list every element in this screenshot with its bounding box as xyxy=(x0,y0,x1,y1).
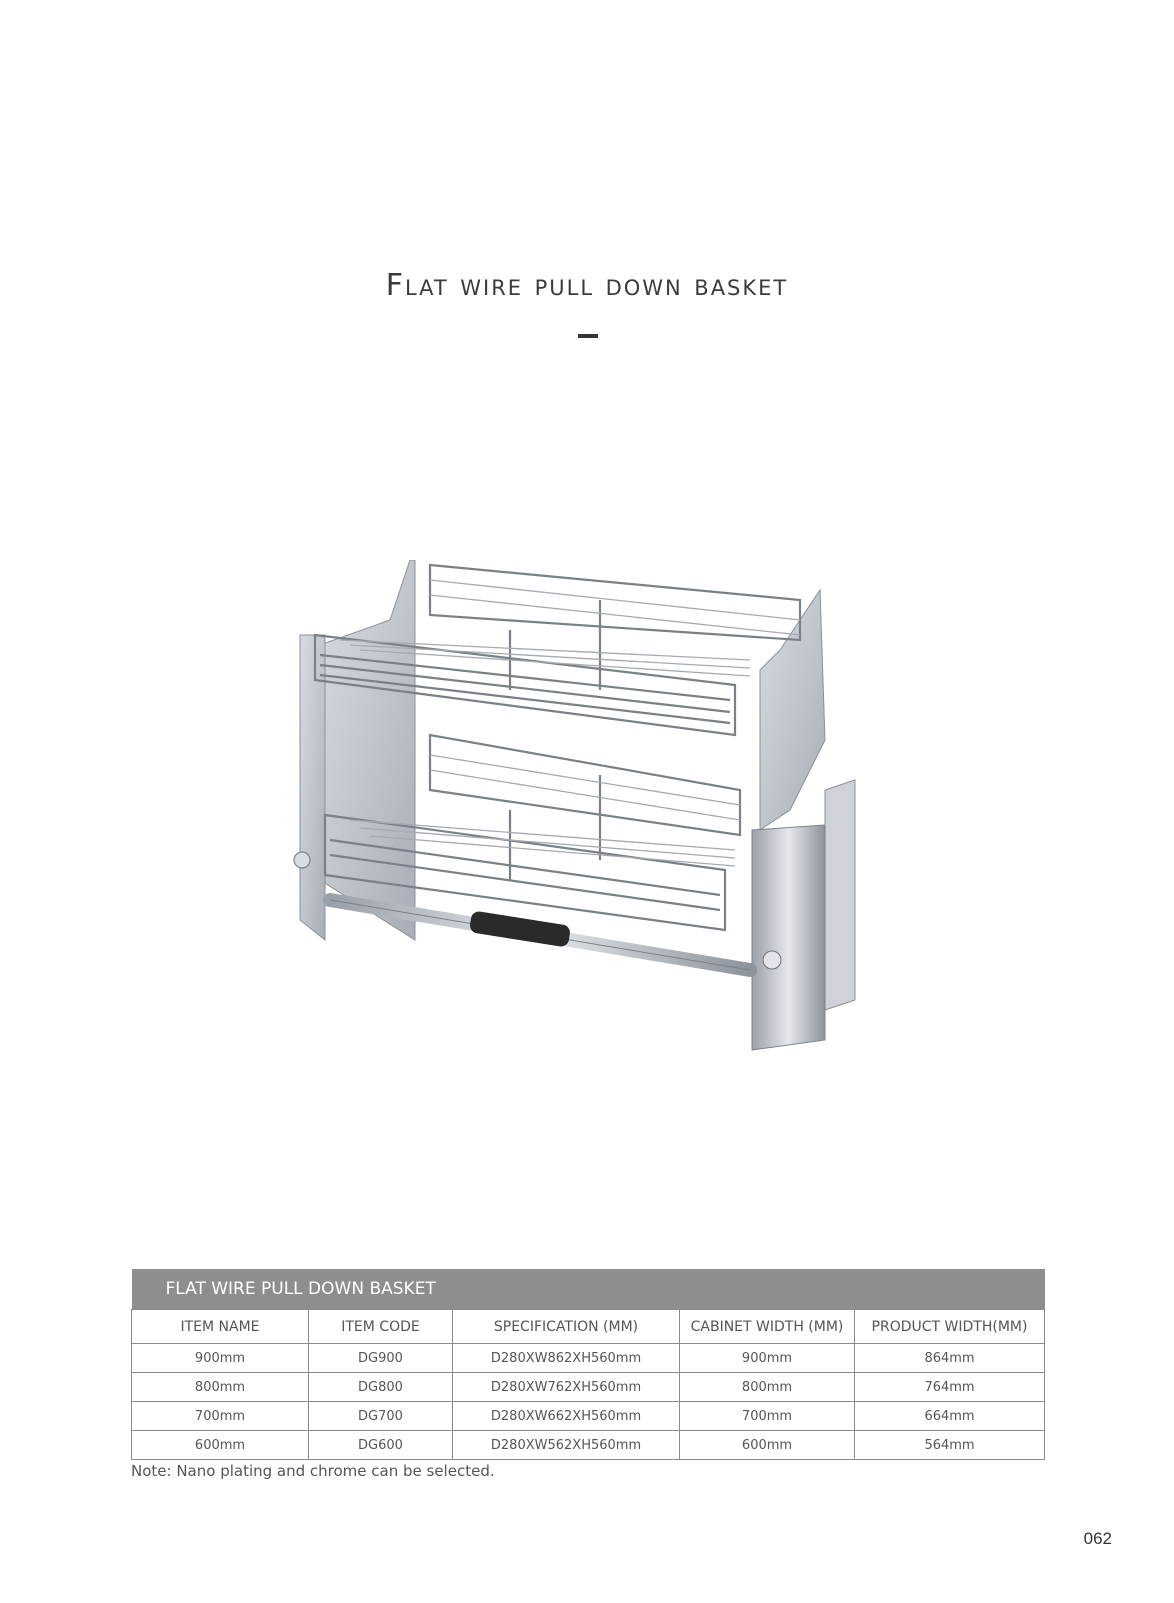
header-product-width: PRODUCT WIDTH(MM) xyxy=(855,1310,1045,1344)
table-row xyxy=(132,1431,1045,1460)
page-number: 062 xyxy=(1083,1529,1112,1548)
table-row xyxy=(132,1402,1045,1431)
cell-item-name: 900mm xyxy=(132,1344,309,1373)
cell-item-name: 700mm xyxy=(132,1402,309,1431)
header-item-name: ITEM NAME xyxy=(132,1310,309,1344)
cell-specification: D280XW862XH560mm xyxy=(453,1344,680,1373)
pull-down-basket-photo xyxy=(280,560,880,1080)
table-caption: FLAT WIRE PULL DOWN BASKET xyxy=(132,1269,1045,1310)
table-row xyxy=(132,1344,1045,1373)
cell-product-width: 864mm xyxy=(855,1344,1045,1373)
header-item-code: ITEM CODE xyxy=(309,1310,453,1344)
cell-product-width: 764mm xyxy=(855,1373,1045,1402)
cell-item-code: DG900 xyxy=(309,1344,453,1373)
cell-item-code: DG600 xyxy=(309,1431,453,1460)
cell-specification: D280XW762XH560mm xyxy=(453,1373,680,1402)
note-text: Note: Nano plating and chrome can be selected. xyxy=(131,1462,495,1480)
table-row xyxy=(132,1373,1045,1402)
cell-specification: D280XW662XH560mm xyxy=(453,1402,680,1431)
cell-cabinet-width: 600mm xyxy=(680,1431,855,1460)
header-specification: SPECIFICATION (MM) xyxy=(453,1310,680,1344)
cell-cabinet-width: 900mm xyxy=(680,1344,855,1373)
cell-specification: D280XW562XH560mm xyxy=(453,1431,680,1460)
header-cabinet-width: CABINET WIDTH (MM) xyxy=(680,1310,855,1344)
cell-cabinet-width: 800mm xyxy=(680,1373,855,1402)
spec-table xyxy=(131,1269,1044,1460)
page-title: Flat wire pull down basket xyxy=(385,268,789,303)
cell-item-code: DG800 xyxy=(309,1373,453,1402)
cell-product-width: 564mm xyxy=(855,1431,1045,1460)
cell-product-width: 664mm xyxy=(855,1402,1045,1431)
cell-item-name: 800mm xyxy=(132,1373,309,1402)
title-divider xyxy=(578,334,598,338)
cell-cabinet-width: 700mm xyxy=(680,1402,855,1431)
table-header-row xyxy=(132,1310,1045,1344)
cell-item-name: 600mm xyxy=(132,1431,309,1460)
cell-item-code: DG700 xyxy=(309,1402,453,1431)
